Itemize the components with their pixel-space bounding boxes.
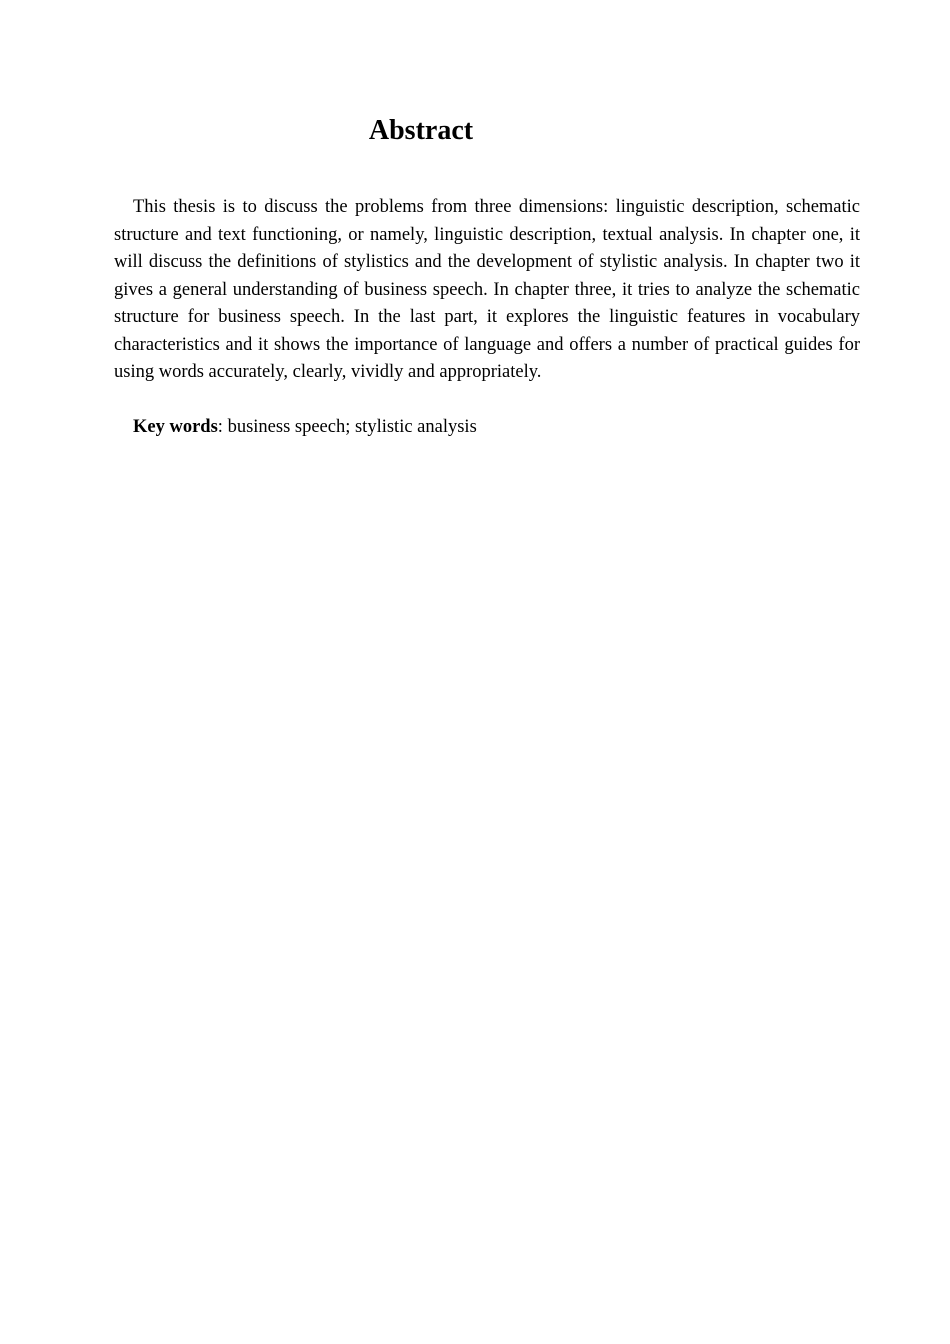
keywords-separator: : — [217, 417, 228, 437]
keywords-line — [133, 414, 477, 442]
abstract-title: Abstract — [368, 115, 474, 146]
abstract-paragraph: This thesis is to discuss the problems from three dimensions: linguistic description, schematic structure and text functioning, or namely, linguistic description, textual analysis. In chapter one, it will discuss the definitions of stylistics and the development of stylistic analysis. In chapter two it gives a general understanding of business speech. In chapter three, it tries to analyze the schematic structure for business speech. In the last part, it explores the linguistic features in vocabulary characteristics and it shows the importance of language and offers a number of practical guides for using words accurately, clearly, vividly and appropriately. — [114, 197, 860, 382]
keywords-value: business speech; stylistic analysis — [227, 417, 477, 437]
keywords-label: Key words — [133, 417, 218, 437]
